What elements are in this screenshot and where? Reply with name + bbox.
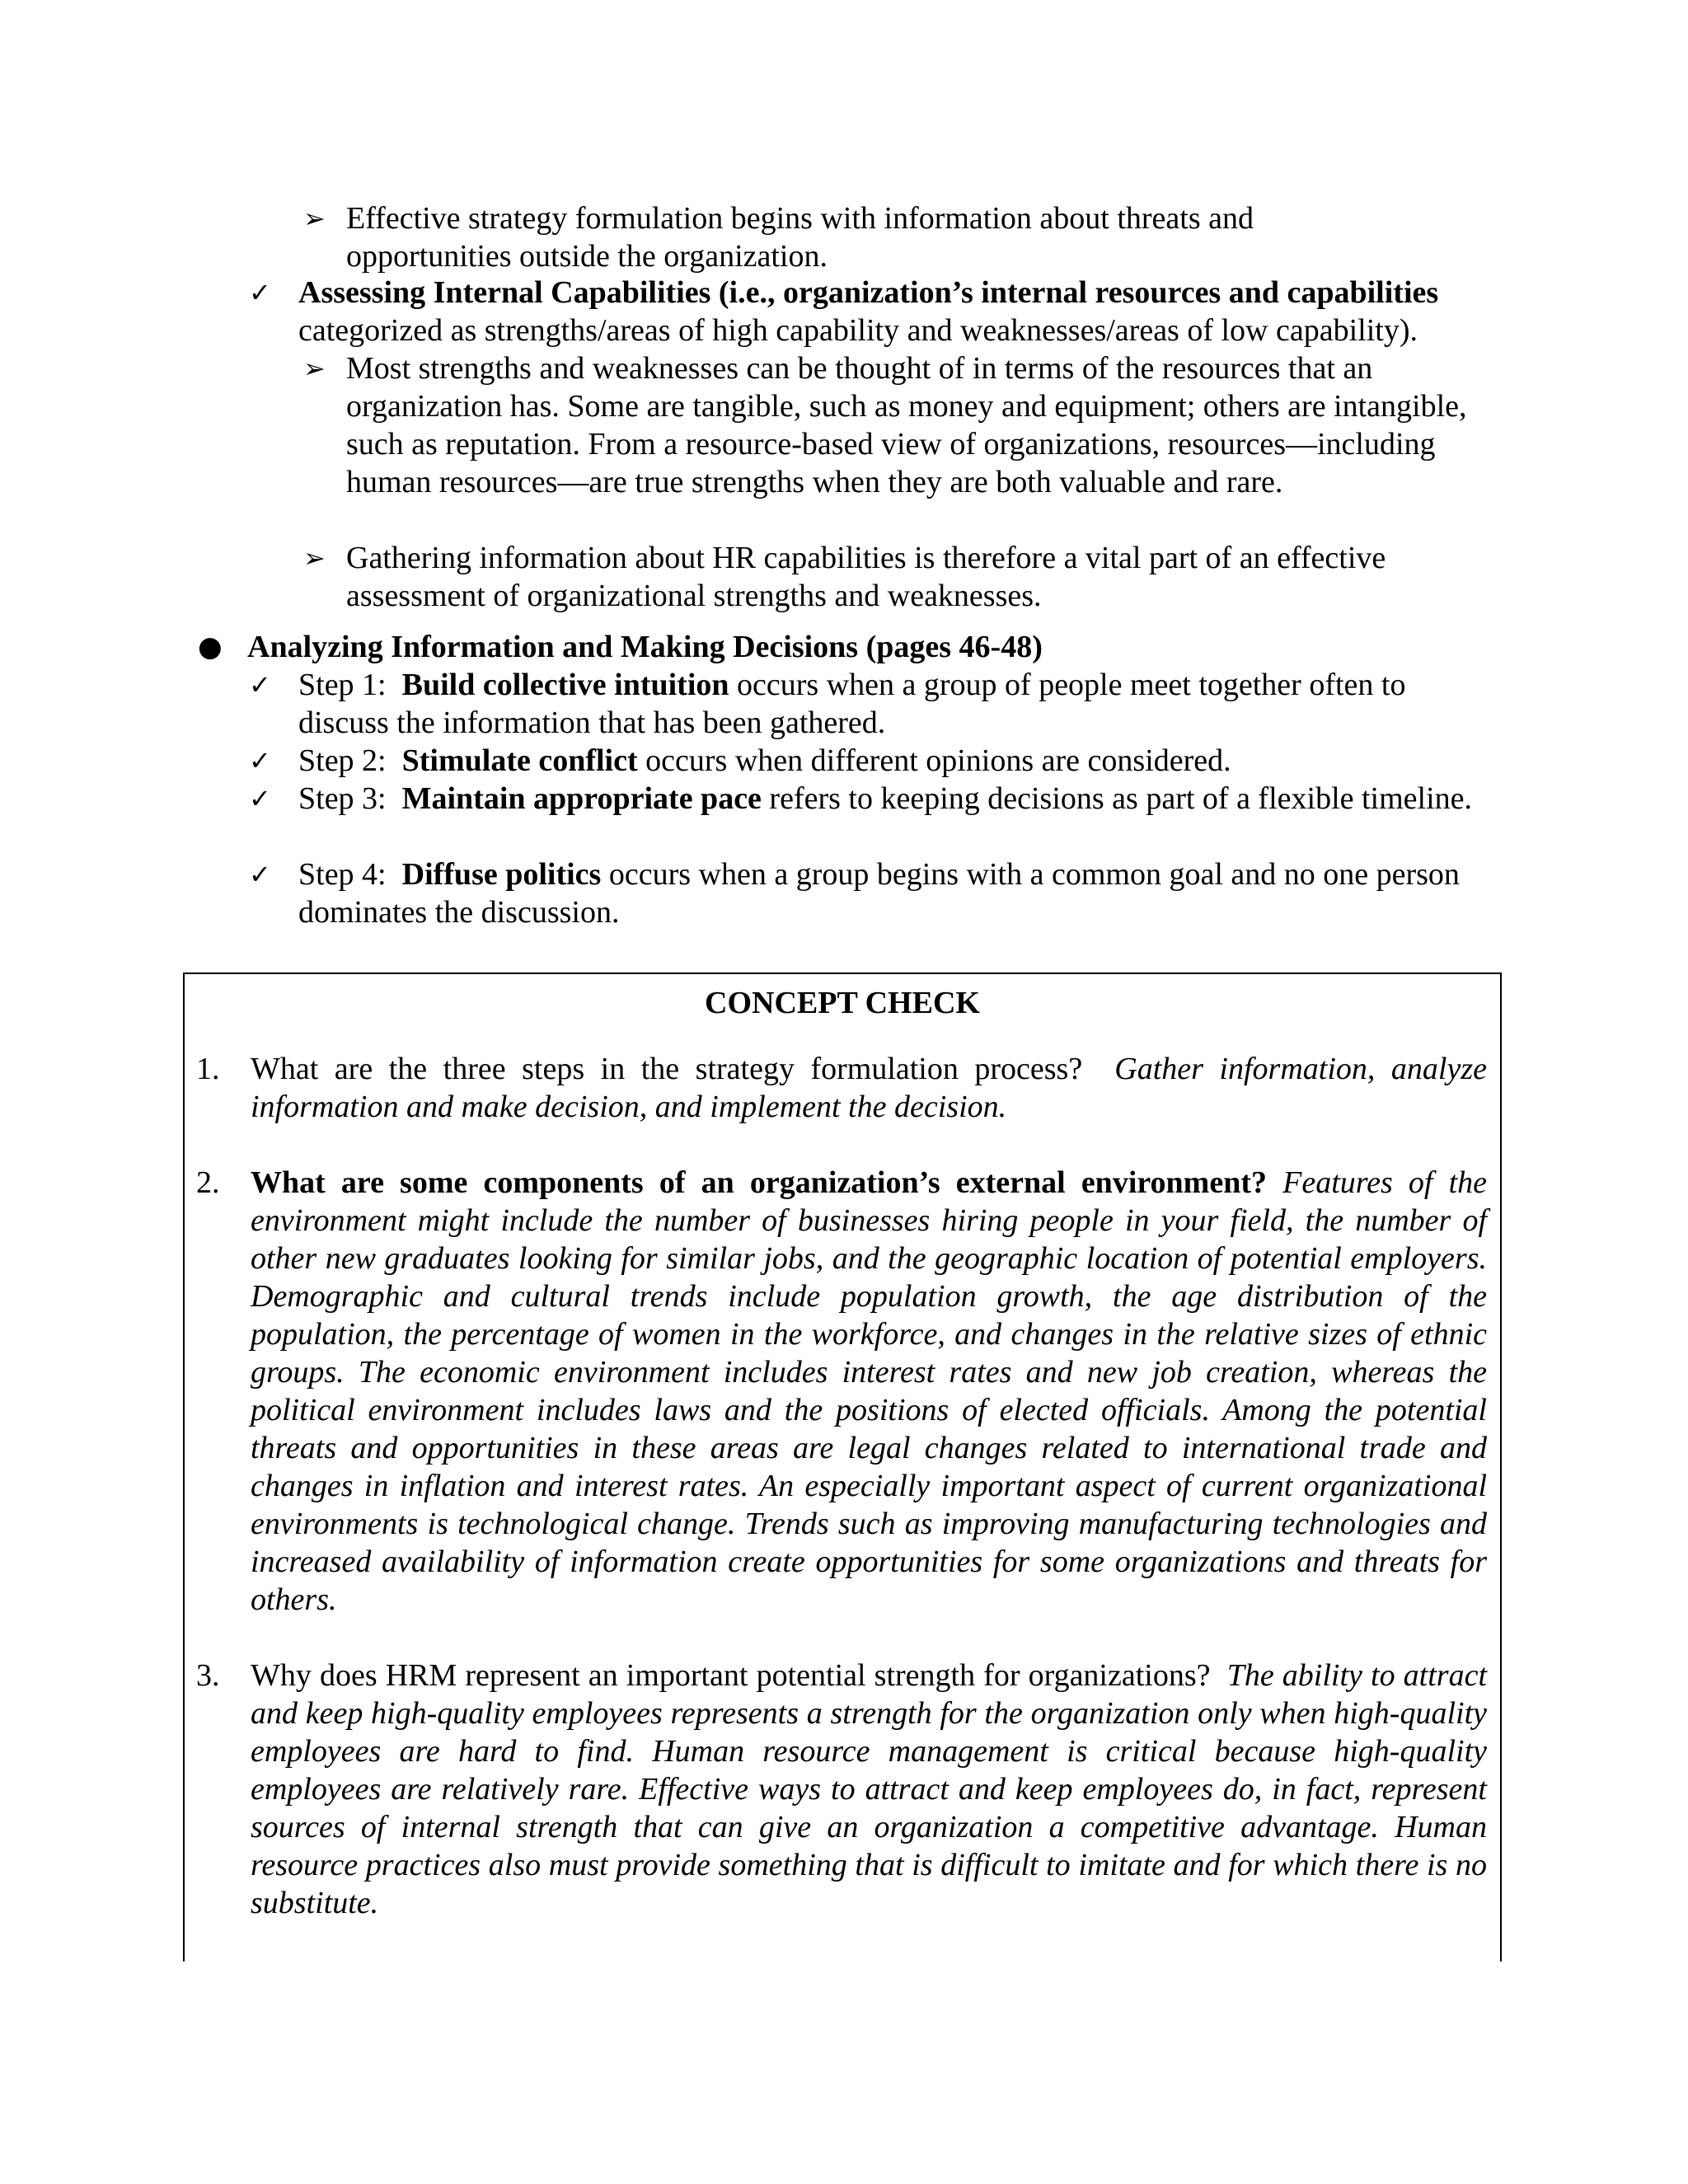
step-desc: occurs when different opinions are considered. bbox=[637, 743, 1231, 778]
arrowhead-bullet-icon: ➢ bbox=[303, 353, 326, 384]
concept-check-title: CONCEPT CHECK bbox=[705, 986, 980, 1020]
check-text bbox=[298, 274, 1502, 349]
question-text: What are some components of an organization’s external environment? bbox=[251, 1165, 1283, 1200]
question-number: 1. bbox=[196, 1052, 220, 1086]
bullet-external-info bbox=[303, 199, 1391, 275]
step-3 bbox=[249, 780, 1502, 818]
concept-question-2 bbox=[196, 1164, 1487, 1619]
step-term: Build collective intuition bbox=[401, 668, 729, 702]
concept-question-3 bbox=[196, 1657, 1487, 1922]
step-label: Step 3: bbox=[298, 781, 402, 816]
question-text: Why does HRM represent an important potential strength for organizations? bbox=[251, 1658, 1227, 1693]
answer-text: Gather information, analyze information and make decision, and implement the decision. bbox=[251, 1052, 1487, 1124]
concept-question-1 bbox=[196, 1050, 1487, 1126]
question-body bbox=[251, 1657, 1487, 1922]
checkmark-icon: ✓ bbox=[249, 783, 271, 814]
check-bold-text: Assessing Internal Capabilities (i.e., organization’s internal resources and capabilities bbox=[298, 275, 1439, 310]
step-term: Diffuse politics bbox=[401, 857, 602, 892]
checkmark-icon: ✓ bbox=[249, 669, 271, 701]
step-desc: occurs when a group begins with a common goal and no one person dominates the discussion. bbox=[298, 857, 1460, 930]
section-heading-row bbox=[198, 628, 1434, 666]
bullet-text: Effective strategy formulation begins with information about threats and opportunities outside the organization. bbox=[346, 201, 1254, 274]
question-body bbox=[251, 1050, 1487, 1126]
step-1 bbox=[249, 666, 1502, 742]
round-bullet-icon: ● bbox=[198, 630, 223, 663]
check-rest-text: categorized as strengths/areas of high capability and weaknesses/areas of low capability). bbox=[298, 313, 1418, 348]
bullet-text: Most strengths and weaknesses can be thought of in terms of the resources that an organization has. Some are tangible, such as money and equipment; others are intangible, such as reputation. From a resource-based view of organizations, resources—including human resources—are true strengths when they are both valuable and rare. bbox=[346, 351, 1467, 499]
checkmark-icon: ✓ bbox=[249, 859, 271, 890]
question-body bbox=[251, 1164, 1487, 1619]
step-text bbox=[298, 742, 1502, 780]
step-4 bbox=[249, 855, 1502, 931]
step-label: Step 1: bbox=[298, 668, 402, 702]
step-label: Step 2: bbox=[298, 743, 402, 778]
step-label: Step 4: bbox=[298, 857, 402, 892]
arrowhead-bullet-icon: ➢ bbox=[303, 542, 326, 574]
question-number: 2. bbox=[196, 1165, 220, 1200]
bullet-strengths-weaknesses bbox=[303, 349, 1490, 501]
step-text bbox=[298, 780, 1502, 818]
bullet-hr-capabilities bbox=[303, 539, 1490, 615]
step-term: Maintain appropriate pace bbox=[401, 781, 762, 816]
concept-check-box bbox=[183, 972, 1502, 1961]
bullet-text: Gathering information about HR capabilities is therefore a vital part of an effective assessment of organizational strengths and weaknesses. bbox=[346, 541, 1386, 613]
section-heading: Analyzing Information and Making Decisions (pages 46-48) bbox=[247, 630, 1043, 664]
arrowhead-bullet-icon: ➢ bbox=[303, 203, 326, 234]
step-2 bbox=[249, 742, 1502, 780]
step-term: Stimulate conflict bbox=[401, 743, 638, 778]
step-desc: occurs when a group of people meet together often to discuss the information that has been gathered. bbox=[298, 668, 1406, 740]
check-internal-capabilities bbox=[249, 274, 1502, 349]
question-text: What are the three steps in the strategy formulation process? bbox=[251, 1052, 1115, 1086]
step-text bbox=[298, 855, 1502, 931]
step-text bbox=[298, 666, 1502, 742]
step-desc: refers to keeping decisions as part of a flexible timeline. bbox=[761, 781, 1473, 816]
answer-text: The ability to attract and keep high-quality employees represents a strength for the organization only when high-quality employees are hard to find. Human resource management is critical because high-quality employees are relatively rare. Effective ways to attract and keep employees do, in fact, represent sources of internal strength that can give an organization a competitive advantage. Human resource practices also must provide something that is difficult to imitate and for which there is no substitute. bbox=[251, 1658, 1487, 1920]
checkmark-icon: ✓ bbox=[249, 745, 271, 776]
question-number: 3. bbox=[196, 1658, 220, 1693]
answer-text: Features of the environment might include the number of businesses hiring people in your field, the number of other new graduates looking for similar jobs, and the geographic location of potential employers. Demographic and cultural trends include population growth, the age distribution of the population, the percentage of women in the workforce, and changes in the relative sizes of ethnic groups. The economic environment includes interest rates and new job creation, whereas the political environment includes laws and the positions of elected officials. Among the potential threats and opportunities in these areas are legal changes related to international trade and changes in inflation and interest rates. An especially important aspect of current organizational environments is technological change. Trends such as improving manufacturing technologies and increased availability of information create opportunities for some organizations and threats for others. bbox=[251, 1165, 1488, 1617]
checkmark-icon: ✓ bbox=[249, 277, 271, 308]
